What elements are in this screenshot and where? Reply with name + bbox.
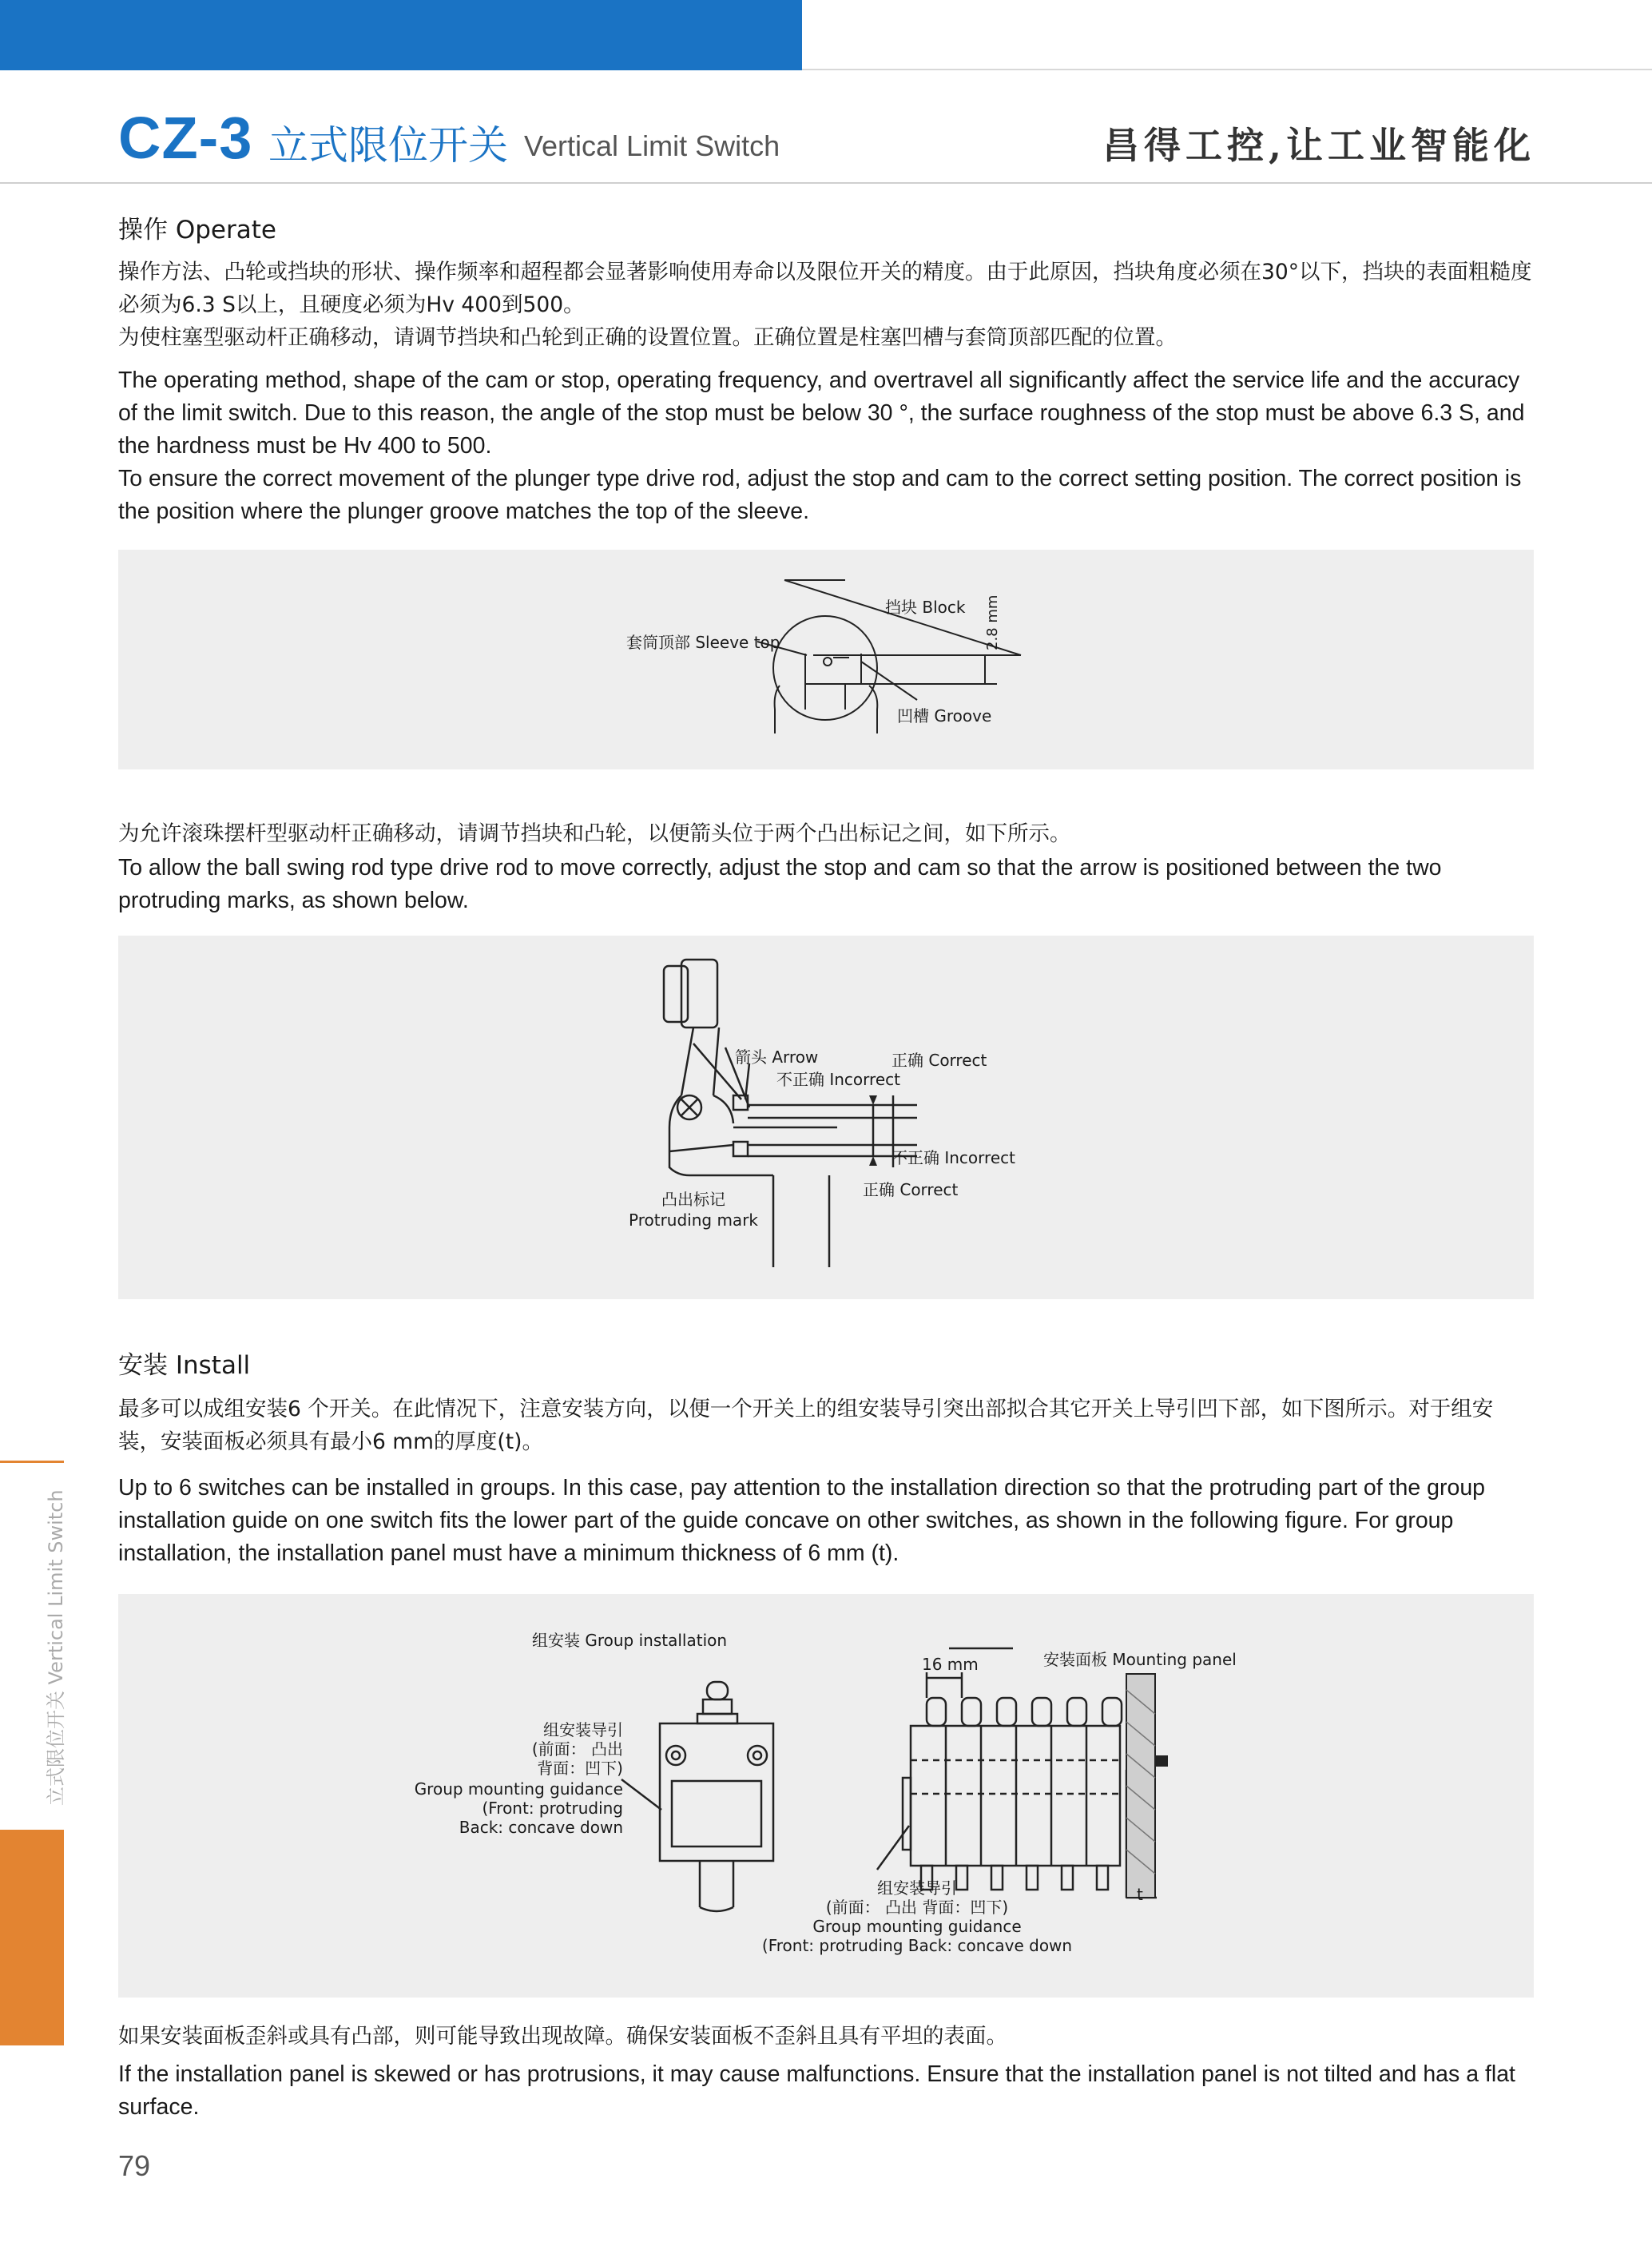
operate-text-en-3: To allow the ball swing rod type drive rod to move correctly, adjust the stop and cam so that the arrow is positioned between the two protruding marks, as shown below. xyxy=(118,855,1442,913)
operate-en-2: To ensure the correct movement of the plunger type drive rod, adjust the stop and cam to the correct setting position. The correct position is the position where the plunger groove matches the top of the sleeve. xyxy=(118,466,1522,524)
model-number: CZ-3 xyxy=(118,105,253,171)
label-thickness-t: t xyxy=(1137,1885,1143,1904)
top-divider xyxy=(802,69,1652,70)
side-tab-rule xyxy=(0,1461,64,1463)
roller-lever-diagram xyxy=(118,936,1534,1299)
label-guide-en-3: Back: concave down xyxy=(459,1818,623,1837)
operate-text-cn-3: 为允许滚珠摆杆型驱动杆正确移动，请调节挡块和凸轮，以便箭头位于两个凸出标记之间，如下所示。 xyxy=(118,821,1071,846)
plunger-diagram xyxy=(118,550,1534,769)
install-text-cn: 最多可以成组安装6 个开关。在此情况下，注意安装方向，以便一个开关上的组安装导引突出部拟合其它开关上导引凹下部，如下图所示。对于组安装，安装面板必须具有最小6 mm的厚度(t)。 xyxy=(118,1397,1494,1454)
label-groove: 凹槽 Groove xyxy=(897,706,992,725)
figure-roller-lever xyxy=(118,936,1534,1299)
label-bottom-guide-cn-1: 组安装导引 xyxy=(877,1878,957,1898)
operate-cn-2: 为使柱塞型驱动杆正确移动，请调节挡块和凸轮到正确的设置位置。正确位置是柱塞凹槽与套筒顶部匹配的位置。 xyxy=(118,325,1177,350)
page-title-en: Vertical Limit Switch xyxy=(524,129,780,162)
side-tab-marker xyxy=(0,1830,64,2045)
label-dimension-2-8mm: 2.8 mm xyxy=(984,594,1001,650)
page-title-cn: 立式限位开关 xyxy=(268,122,508,169)
label-dimension-16mm: 16 mm xyxy=(922,1655,979,1674)
label-correct-bottom: 正确 Correct xyxy=(863,1180,959,1199)
figure-plunger-setting xyxy=(118,550,1534,769)
install-note-en: If the installation panel is skewed or has protrusions, it may cause malfunctions. Ensure that the installation panel is not tilted and has a flat surface. xyxy=(118,2061,1515,2120)
label-bottom-guide-en-2: (Front: protruding Back: concave down xyxy=(761,1936,1073,1955)
label-block: 挡块 Block xyxy=(885,598,966,617)
label-guide-cn-2: (前面： 凸出 xyxy=(531,1739,623,1759)
label-sleeve-top: 套筒顶部 Sleeve top xyxy=(626,633,780,652)
operate-cn-1: 操作方法、凸轮或挡块的形状、操作频率和超程都会显著影响使用寿命以及限位开关的精度。由于此原因，挡块角度必须在30°以下，挡块的表面粗糙度必须为6.3 S以上，且硬度必须为Hv 400到500。 xyxy=(118,260,1532,317)
label-guide-en-1: Group mounting guidance xyxy=(414,1779,623,1799)
label-guide-cn-3: 背面：凹下) xyxy=(537,1759,623,1778)
label-bottom-guide-en-1: Group mounting guidance xyxy=(812,1917,1022,1936)
operate-text-cn xyxy=(118,256,1534,354)
operate-text-en xyxy=(118,364,1534,528)
label-guide-cn-1: 组安装导引 xyxy=(543,1720,623,1739)
page-number: 79 xyxy=(118,2149,151,2182)
label-incorrect-bottom: 不正确 Incorrect xyxy=(892,1148,1015,1167)
label-protruding-mark-en: Protruding mark xyxy=(629,1210,758,1230)
section-title-install: 安装 Install xyxy=(118,1351,251,1380)
label-arrow: 箭头 Arrow xyxy=(735,1047,819,1067)
top-accent-bar xyxy=(0,0,802,70)
install-note-cn: 如果安装面板歪斜或具有凸部，则可能导致出现故障。确保安装面板不歪斜且具有平坦的表面。 xyxy=(118,2024,1007,2049)
operate-en-1: The operating method, shape of the cam or stop, operating frequency, and overtravel all significantly affect the service life and the accuracy of the limit switch. Due to this reason, the angle of the stop must be below 30 °, the surface roughness of the stop must be above 6.3 S, and the hardness must be Hv 400 to 500. xyxy=(118,368,1525,459)
page-header xyxy=(0,88,1652,184)
label-incorrect-top: 不正确 Incorrect xyxy=(776,1070,900,1089)
figure-group-installation xyxy=(118,1594,1534,1998)
label-mounting-panel: 安装面板 Mounting panel xyxy=(1043,1650,1237,1669)
section-title-operate: 操作 Operate xyxy=(118,216,276,244)
label-guide-en-2: (Front: protruding xyxy=(482,1799,623,1818)
header-rule xyxy=(0,182,1652,184)
label-bottom-guide-cn-2: (前面： 凸出 背面：凹下) xyxy=(825,1898,1009,1917)
label-correct-top: 正确 Correct xyxy=(892,1051,987,1070)
label-group-installation: 组安装 Group installation xyxy=(532,1631,728,1650)
company-slogan: 昌得工控,让工业智能化 xyxy=(1102,124,1536,167)
label-protruding-mark-cn: 凸出标记 xyxy=(661,1190,725,1209)
install-text-en: Up to 6 switches can be installed in groups. In this case, pay attention to the installation direction so that the protruding part of the group installation guide on one switch fits the lower part of the guide concave on other switches, as shown in the following figure. For group installation, the installation panel must have a minimum thickness of 6 mm (t). xyxy=(118,1475,1486,1566)
side-tab-label: 立式限位开关 Vertical Limit Switch xyxy=(45,1489,67,1806)
